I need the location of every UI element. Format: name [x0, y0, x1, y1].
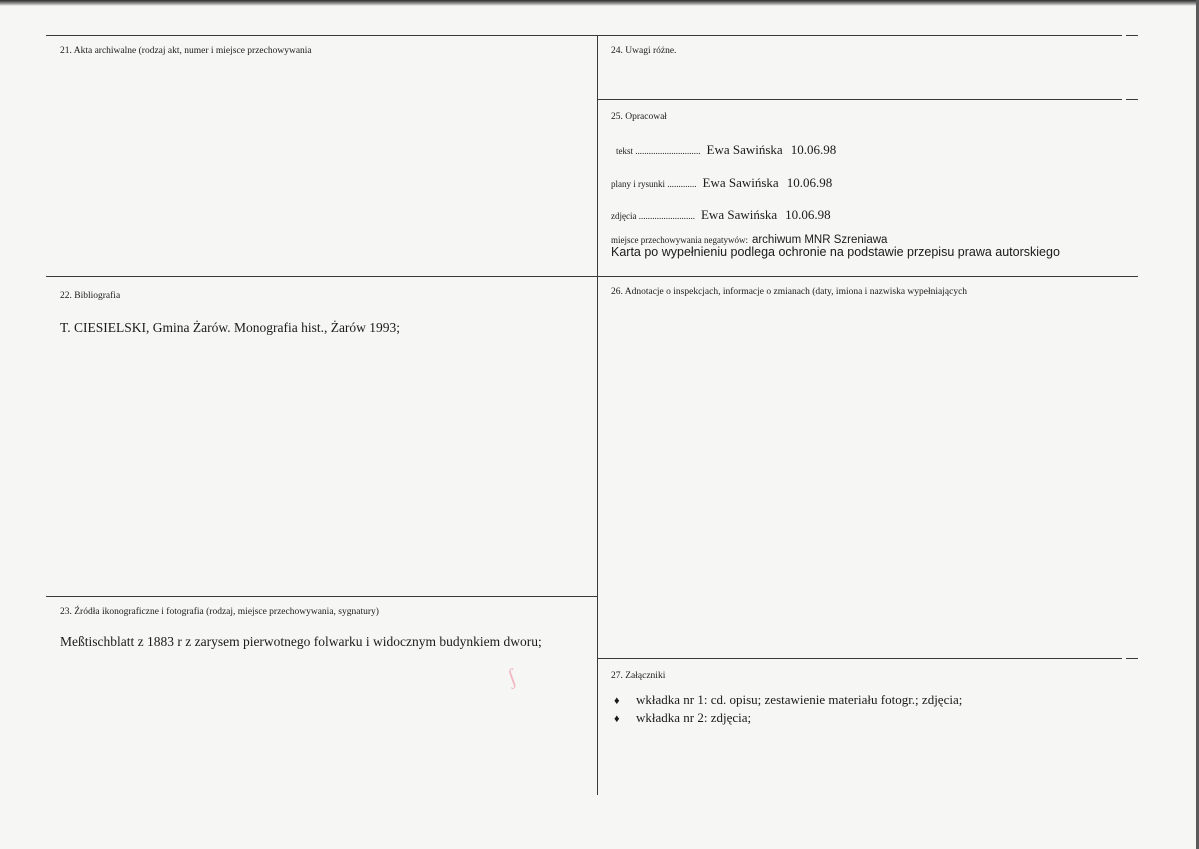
- section-22-label: 22. Bibliografia: [60, 291, 121, 301]
- diamond-bullet-icon: ♦: [614, 695, 620, 707]
- storage-label: miejsce przechowywania negatywów:: [611, 235, 748, 245]
- storage-value: archiwum MNR Szreniawa: [751, 234, 888, 246]
- author-row-photos: [611, 206, 831, 224]
- author-row-text: [616, 141, 836, 159]
- attachment-item: [614, 710, 751, 727]
- author-date: 10.06.98: [790, 142, 837, 157]
- section-24-label: 24. Uwagi różne.: [611, 46, 677, 56]
- section-23-label: 23. Źródła ikonograficzne i fotografia (rodzaj, miejsce przechowywania, sygnatury): [60, 607, 379, 617]
- section-26-label: 26. Adnotacje o inspekcjach, informacje o zmianach (daty, imiona i nazwiska wypełniających: [611, 287, 968, 297]
- author-date: 10.06.98: [786, 175, 833, 190]
- attachment-item: [614, 692, 962, 709]
- author-name: Ewa Sawińska: [706, 142, 783, 157]
- divider-26-27-tick: [1126, 658, 1138, 659]
- author-caption: plany i rysunki .............: [611, 179, 697, 189]
- divider-24-25-tick: [1126, 99, 1138, 100]
- copyright-note: Karta po wypełnieniu podlega ochronie na podstawie przepisu prawa autorskiego: [611, 245, 1060, 259]
- author-caption: zdjęcia .........................: [611, 211, 695, 221]
- attachment-text: wkładka nr 2: zdjęcia;: [636, 710, 752, 725]
- section-27-label: 27. Załączniki: [611, 671, 666, 681]
- diamond-bullet-icon: ♦: [614, 713, 620, 725]
- section-21-label: 21. Akta archiwalne (rodzaj akt, numer i miejsce przechowywania: [60, 46, 312, 56]
- section-25-label: 25. Opracował: [611, 112, 667, 122]
- center-divider: [597, 35, 598, 795]
- divider-22-23: [46, 596, 597, 597]
- top-border: [46, 35, 1122, 36]
- author-date: 10.06.98: [785, 207, 831, 222]
- iconographic-source-entry: Meßtischblatt z 1883 r z zarysem pierwotnego folwarku i widocznym budynkiem dworu;: [60, 634, 542, 649]
- author-row-plans: [611, 174, 832, 192]
- attachment-text: wkładka nr 1: cd. opisu; zestawienie materiału fotogr.; zdjęcia;: [636, 692, 963, 707]
- author-name: Ewa Sawińska: [702, 175, 779, 190]
- bibliography-entry: T. CIESIELSKI, Gmina Żarów. Monografia hist., Żarów 1993;: [60, 320, 401, 335]
- divider-24-25: [598, 99, 1122, 100]
- divider-26-27: [598, 658, 1122, 659]
- ink-smudge: ʃ: [503, 663, 520, 690]
- top-border-tick: [1126, 35, 1138, 36]
- divider-row-2: [46, 276, 1138, 277]
- author-name: Ewa Sawińska: [700, 207, 778, 222]
- author-caption: tekst .............................: [616, 146, 701, 156]
- scan-edge-top: [0, 0, 1199, 6]
